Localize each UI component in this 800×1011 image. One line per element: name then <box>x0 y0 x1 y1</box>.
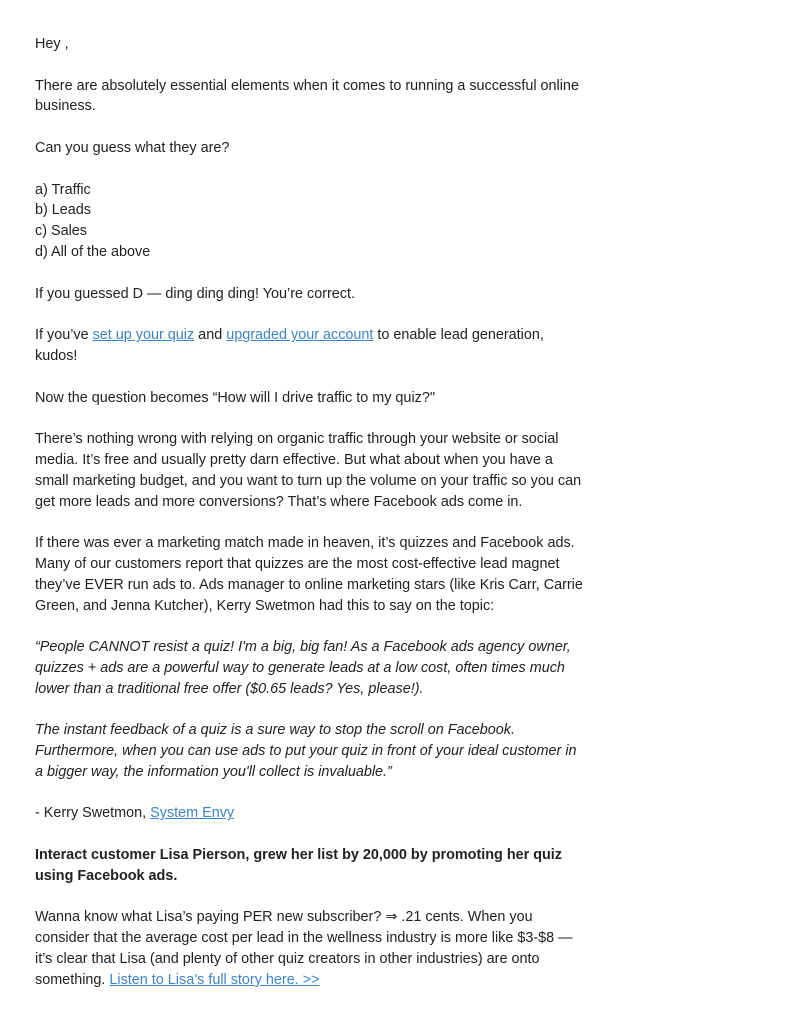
option-item: a) Traffic <box>35 181 91 198</box>
quote-paragraph-2: The instant feedback of a quiz is a sure way to stop the scroll on Facebook. Furthermore, when you can use ads to put your quiz in front of your ideal customer in a bigger way, the information you'll collect is invaluable.” <box>35 722 577 780</box>
option-item: c) Sales <box>35 223 87 240</box>
quote-paragraph-1: “People CANNOT resist a quiz! I'm a big, big fan! As a Facebook ads agency owner, quizzes + ads are a powerful way to generate leads at a low cost, often times much lower than a traditional free offer ($0.65 leads? Yes, please!). <box>35 639 571 697</box>
option-item: d) All of the above <box>35 243 151 260</box>
email-body <box>35 34 583 1011</box>
set-up-quiz-link[interactable]: set up your quiz <box>92 327 195 344</box>
case-study-paragraph: Wanna know what Lisa’s paying PER new subscriber? ⇒ .21 cents. When you consider that the average cost per lead in the wellness industry is more like $3-$8 — it’s clear that Lisa (and plenty of other quiz creators in other industries) are onto something. Listen to Lisa’s full story here. >> <box>35 909 573 988</box>
options-list <box>35 180 583 263</box>
attribution: - Kerry Swetmon, System Envy <box>35 805 235 822</box>
setup-paragraph: If you’ve set up your quiz and upgraded your account to enable lead generation, kudos! <box>35 327 544 364</box>
system-envy-link[interactable]: System Envy <box>150 805 235 822</box>
match-paragraph: If there was ever a marketing match made in heaven, it’s quizzes and Facebook ads. Many of our customers report that quizzes are the most cost-effective lead magnet they’ve EVER run ads to. Ads manager to online marketing stars (like Kris Carr, Carrie Green, and Jenna Kutcher), Kerry Swetmon had this to say on the topic: <box>35 535 583 614</box>
organic-paragraph: There’s nothing wrong with relying on organic traffic through your website or social media. It’s free and usually pretty darn effective. But what about when you have a small marketing budget, and you want to turn up the volume on your traffic so you can get more leads and more conversions? That’s where Facebook ads come in. <box>35 431 582 510</box>
upgrade-account-link[interactable]: upgraded your account <box>226 327 374 344</box>
case-study-heading: Interact customer Lisa Pierson, grew her list by 20,000 by promoting her quiz using Facebook ads. <box>35 847 563 884</box>
intro-paragraph: There are absolutely essential elements when it comes to running a successful online business. <box>35 77 579 115</box>
option-item: b) Leads <box>35 202 92 219</box>
question-paragraph: Can you guess what they are? <box>35 139 230 156</box>
greeting: Hey , <box>35 36 69 52</box>
traffic-question-paragraph: Now the question becomes “How will I drive traffic to my quiz?" <box>35 389 435 406</box>
answer-paragraph: If you guessed D — ding ding ding! You’re correct. <box>35 285 355 302</box>
lisa-story-link[interactable]: Listen to Lisa’s full story here. >> <box>109 971 320 988</box>
